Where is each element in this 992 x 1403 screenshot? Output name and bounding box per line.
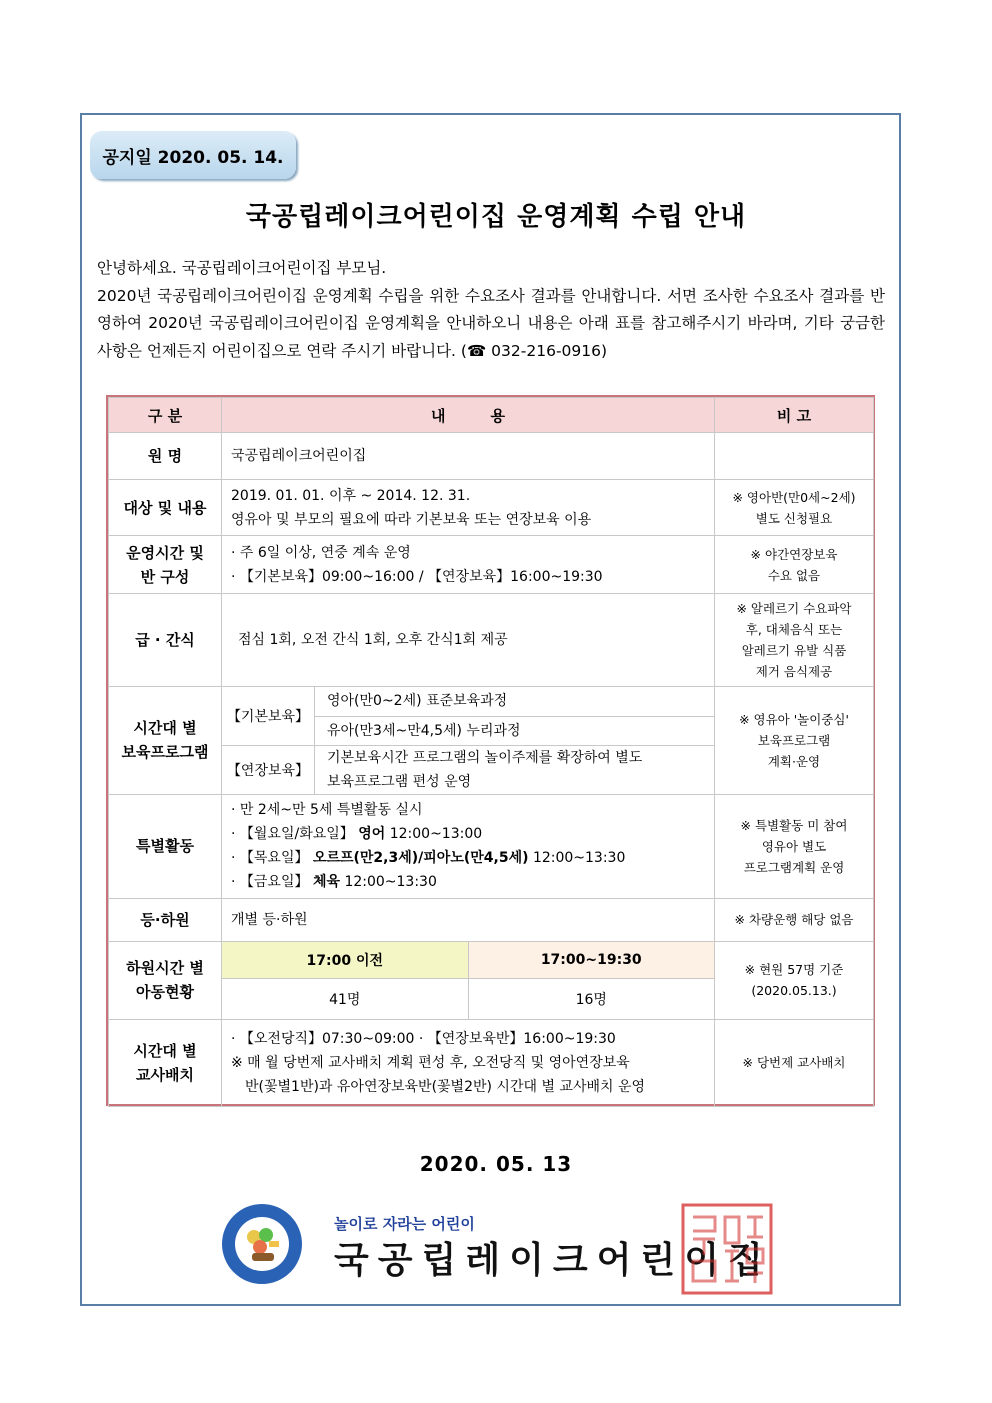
note-line: 프로그램계획 운영 xyxy=(743,859,845,875)
content-line xyxy=(315,745,715,794)
row-content xyxy=(222,480,715,536)
header-note: 비 고 xyxy=(715,398,874,433)
notice-date-badge xyxy=(90,131,296,179)
row-note: ※ 차량운행 해당 없음 xyxy=(715,898,874,941)
activity-text: 영어 xyxy=(358,826,386,842)
time-text: 12:00~13:30 xyxy=(532,850,626,866)
row-note: ※ 당번제 교사배치 xyxy=(715,1019,874,1106)
pickup-header-before-17: 17:00 이전 xyxy=(222,942,468,979)
row-label xyxy=(109,941,222,1019)
table-row xyxy=(109,687,874,795)
row-content xyxy=(222,1019,715,1106)
note-line: 알레르기 유발 식품 xyxy=(741,643,847,658)
note-line: ※ 영아반(만0세~2세) xyxy=(732,489,856,505)
label-line: 교사배치 xyxy=(136,1065,194,1084)
table-header-row xyxy=(109,398,874,433)
note-line: ※ 야간연장보육 xyxy=(750,546,838,562)
intro-text xyxy=(97,255,885,365)
content-line: 반(꽃별1반)과 유아연장보육반(꽃별2반) 시간대 별 교사배치 운영 xyxy=(245,1078,646,1095)
time-text: 12:00~13:30 xyxy=(344,874,437,890)
table-row xyxy=(109,536,874,594)
content-line: 영유아 및 부모의 필요에 따라 기본보육 또는 연장보육 이용 xyxy=(231,511,592,528)
row-note xyxy=(715,433,874,480)
content-line: · 주 6일 이상, 연중 계속 운영 xyxy=(231,544,411,561)
row-content: 국공립레이크어린이집 xyxy=(222,433,715,480)
note-line: 수요 없음 xyxy=(767,567,821,583)
basic-care-label: 【기본보육】 xyxy=(222,687,315,745)
slogan: 놀이로 자라는 어린이 xyxy=(334,1215,475,1233)
org-name: 국공립레이크어린이집 xyxy=(334,1240,772,1281)
note-line: 별도 신청필요 xyxy=(755,510,833,526)
time-text: 12:00~13:00 xyxy=(389,826,483,842)
table-row xyxy=(109,898,874,941)
row-note xyxy=(715,794,874,898)
content-line: 기본보육시간 프로그램의 놀이주제를 확장하여 별도 xyxy=(327,749,643,766)
row-note xyxy=(715,941,874,1019)
row-label: 대상 및 내용 xyxy=(109,480,222,536)
label-line: 시간대 별 xyxy=(133,1041,197,1060)
row-content xyxy=(222,794,715,898)
table-row xyxy=(109,1019,874,1106)
row-note xyxy=(715,687,874,795)
row-content: 점심 1회, 오전 간식 1회, 오후 간식1회 제공 xyxy=(222,594,715,687)
intro-body: 2020년 국공립레이크어린이집 운영계획 수립을 위한 수요조사 결과를 안내합니다. 서면 조사한 수요조사 결과를 반영하여 2020년 국공립레이크어린이집 운영계획을 안내하오니 내용은 아래 표를 참고해주시기 바라며, 기타 궁금한 사항은 언제든지 어린이집으로 연락 주시기 바랍니다. (☎ 032-216-0916) xyxy=(97,286,885,360)
table-row xyxy=(109,794,874,898)
content-line: 영아(만0~2세) 표준보육과정 xyxy=(327,693,508,710)
pickup-header-17-1930: 17:00~19:30 xyxy=(468,942,714,979)
note-line: 후, 대체음식 또는 xyxy=(745,622,843,637)
table-row xyxy=(109,941,874,1019)
note-line: ※ 영유아 '놀이중심' xyxy=(739,711,849,727)
row-content xyxy=(222,941,715,1019)
table-row xyxy=(109,594,874,687)
row-content xyxy=(222,687,715,795)
row-label: 등·하원 xyxy=(109,898,222,941)
content-line: 보육프로그램 편성 운영 xyxy=(327,773,472,790)
content-line xyxy=(231,822,714,846)
day-text: · 【월요일/화요일】 xyxy=(231,826,354,842)
plan-table xyxy=(106,395,875,1106)
label-line: 운영시간 및 xyxy=(126,543,204,562)
header-content: 내 용 xyxy=(222,398,715,433)
header-category: 구 분 xyxy=(109,398,222,433)
table-row xyxy=(109,433,874,480)
row-content xyxy=(222,536,715,594)
note-line: ※ 현원 57명 기준 xyxy=(744,962,844,977)
day-text: · 【목요일】 xyxy=(231,850,309,866)
footer-date: 2020. 05. 13 xyxy=(419,1152,573,1176)
content-line: ※ 매 월 당번제 교사배치 계획 편성 후, 오전당직 및 영아연장보육 xyxy=(231,1054,630,1071)
notice-date: 공지일 2020. 05. 14. xyxy=(102,147,284,168)
pickup-count-before-17: 41명 xyxy=(222,978,468,1019)
content-line xyxy=(231,870,714,894)
school-logo xyxy=(221,1203,303,1285)
content-line: 2019. 01. 01. 이후 ~ 2014. 12. 31. xyxy=(231,487,471,504)
content-line: 유아(만3세~만4,5세) 누리과정 xyxy=(315,716,715,745)
note-line: (2020.05.13.) xyxy=(751,983,837,998)
row-label: 특별활동 xyxy=(109,794,222,898)
label-line: 보육프로그램 xyxy=(121,743,209,762)
note-line: 계획·운영 xyxy=(767,753,821,769)
row-label xyxy=(109,536,222,594)
row-note xyxy=(715,536,874,594)
content-line: · 만 2세~만 5세 특별활동 실시 xyxy=(231,802,423,818)
row-label: 원 명 xyxy=(109,433,222,480)
row-note xyxy=(715,594,874,687)
content-line xyxy=(231,846,714,870)
note-line: 영유아 별도 xyxy=(761,838,827,854)
note-line: 보육프로그램 xyxy=(757,732,831,748)
page-title: 국공립레이크어린이집 운영계획 수립 안내 xyxy=(245,202,747,232)
row-content: 개별 등·하원 xyxy=(222,898,715,941)
content-line: · 【기본보육】09:00~16:00 / 【연장보육】16:00~19:30 xyxy=(231,568,603,585)
table-row xyxy=(109,480,874,536)
activity-text: 오르프(만2,3세)/피아노(만4,5세) xyxy=(312,850,529,866)
day-text: · 【금요일】 xyxy=(231,874,309,890)
label-line: 하원시간 별 xyxy=(126,959,204,977)
label-line: 아동현황 xyxy=(136,983,194,1001)
activity-text: 체육 xyxy=(312,874,340,890)
label-line: 반 구성 xyxy=(140,567,190,586)
content-line: · 【오전당직】07:30~09:00 · 【연장보육반】16:00~19:30 xyxy=(231,1030,616,1047)
row-label xyxy=(109,687,222,795)
pickup-count-17-1930: 16명 xyxy=(468,978,714,1019)
row-label xyxy=(109,1019,222,1106)
row-label: 급 · 간식 xyxy=(109,594,222,687)
label-line: 시간대 별 xyxy=(133,719,197,738)
extended-care-label: 【연장보육】 xyxy=(222,745,315,794)
official-seal xyxy=(681,1203,773,1295)
note-line: ※ 특별활동 미 참여 xyxy=(740,817,848,833)
row-note xyxy=(715,480,874,536)
note-line: ※ 알레르기 수요파악 xyxy=(736,601,852,616)
intro-greeting: 안녕하세요. 국공립레이크어린이집 부모님. xyxy=(97,259,387,277)
note-line: 제거 음식제공 xyxy=(755,664,833,679)
